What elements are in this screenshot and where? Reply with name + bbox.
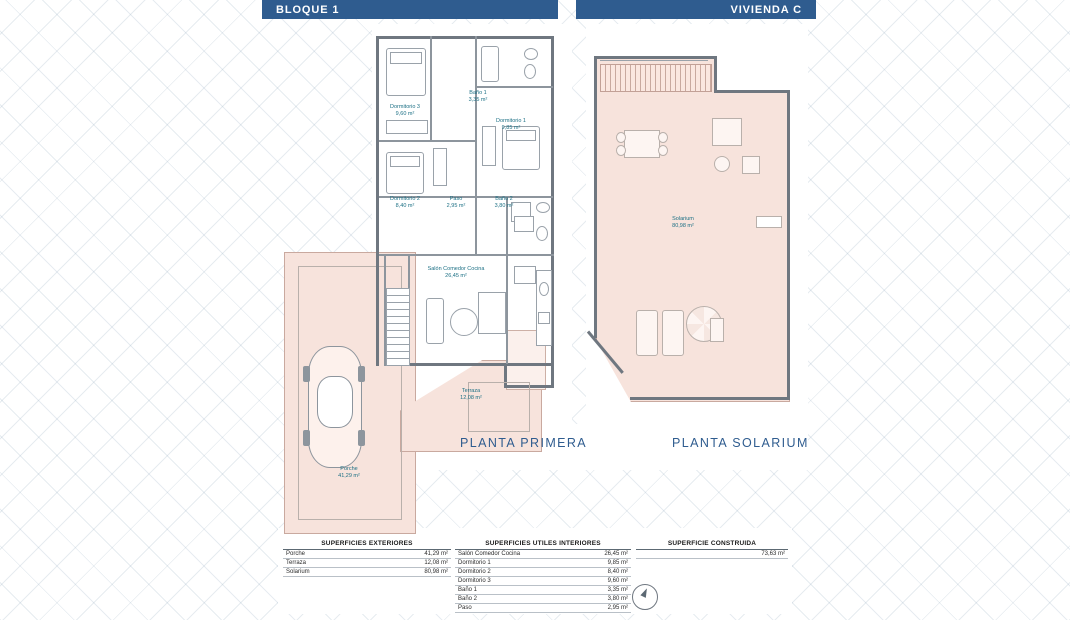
row-value: 80,98 m² xyxy=(367,568,451,577)
table-row xyxy=(455,577,631,586)
wall-top xyxy=(376,36,554,39)
pillow-dormitorio-3 xyxy=(390,52,422,64)
round-side-table xyxy=(714,156,730,172)
header-block-text: BLOQUE 1 xyxy=(276,3,340,16)
outdoor-chair-2 xyxy=(616,145,626,156)
row-name: Solarium xyxy=(283,568,367,577)
solarium-plan-title: PLANTA SOLARIUM xyxy=(672,436,809,450)
table-exteriores-body xyxy=(283,550,451,577)
wall-interior-h4 xyxy=(475,86,553,88)
row-name: Terraza xyxy=(283,559,367,568)
solarium-wall-top-conn xyxy=(714,56,717,93)
sun-lounger-2 xyxy=(662,310,684,356)
label-dormitorio-3-name: Dormitorio 3 xyxy=(390,104,420,110)
label-bano-1-name: Baño 1 xyxy=(469,90,487,96)
row-value: 3,80 m² xyxy=(578,595,631,604)
header-block-label xyxy=(262,0,558,19)
car-wheel-rl xyxy=(303,430,310,446)
sink-bano-2 xyxy=(536,202,550,213)
first-floor-plan-title: PLANTA PRIMERA xyxy=(460,436,588,450)
label-bano-2-area: 3,80 m² xyxy=(494,203,514,209)
storage-unit xyxy=(712,118,742,146)
car-wheel-rr xyxy=(358,430,365,446)
label-dormitorio-1 xyxy=(480,118,542,132)
label-dormitorio-3 xyxy=(374,104,436,118)
label-bano-2 xyxy=(478,196,530,210)
wall-bottom xyxy=(400,363,554,366)
label-terraza-area: 12,08 m² xyxy=(460,395,482,401)
row-name: Dormitorio 1 xyxy=(455,559,578,568)
table-exteriores xyxy=(283,540,451,577)
wall-cabinet xyxy=(756,216,782,228)
wall-interior-v1 xyxy=(430,36,432,140)
table-exteriores-title: SUPERFICIES EXTERIORES xyxy=(321,540,413,547)
row-value: 41,29 m² xyxy=(367,550,451,559)
pergola-structure xyxy=(600,64,712,92)
label-solarium xyxy=(648,216,718,230)
wardrobe-dormitorio-1 xyxy=(482,126,496,166)
table-row xyxy=(455,586,631,595)
toilet-bano-1 xyxy=(524,64,536,79)
row-name: Dormitorio 2 xyxy=(455,568,578,577)
wardrobe-dormitorio-3 xyxy=(386,120,428,134)
table-row xyxy=(455,550,631,559)
outdoor-dining-table xyxy=(624,130,660,158)
table-row xyxy=(283,568,451,577)
table-row xyxy=(283,559,451,568)
table-row xyxy=(455,595,631,604)
outdoor-chair-4 xyxy=(658,145,668,156)
row-value: 9,85 m² xyxy=(578,559,631,568)
table-interiores xyxy=(455,540,631,613)
label-dormitorio-2-area: 8,40 m² xyxy=(395,203,415,209)
label-paso-area: 2,95 m² xyxy=(446,203,466,209)
solarium-wall-top2 xyxy=(714,90,790,93)
solarium-plan xyxy=(586,30,812,430)
table-row xyxy=(283,550,451,559)
row-value: 73,63 m² xyxy=(662,550,788,559)
label-dormitorio-3-area: 9,60 m² xyxy=(395,111,415,117)
toilet-bano-2 xyxy=(536,226,548,241)
label-dormitorio-1-name: Dormitorio 1 xyxy=(496,118,526,124)
row-name: Porche xyxy=(283,550,367,559)
label-salon-name: Salón Comedor Cocina xyxy=(427,266,485,272)
table-row xyxy=(455,568,631,577)
kitchen-hob xyxy=(538,312,550,324)
car-wheel-fr xyxy=(358,366,365,382)
car-wheel-fl xyxy=(303,366,310,382)
label-porche-area: 41,29 m² xyxy=(338,473,360,479)
table-row xyxy=(455,559,631,568)
label-dormitorio-2 xyxy=(374,196,436,210)
row-value: 2,95 m² xyxy=(578,604,631,613)
label-paso xyxy=(430,196,482,210)
row-name: Baño 1 xyxy=(455,586,578,595)
label-porche xyxy=(318,466,380,480)
row-value: 3,35 m² xyxy=(578,586,631,595)
terrace-table-2 xyxy=(514,266,536,284)
wall-interior-v2 xyxy=(475,36,477,256)
staircase xyxy=(386,288,410,366)
label-dormitorio-1-area: 9,85 m² xyxy=(501,125,521,131)
label-terraza xyxy=(440,388,502,402)
row-value: 9,60 m² xyxy=(578,577,631,586)
sofa-living xyxy=(426,298,444,344)
table-construida-body xyxy=(636,550,788,559)
north-arrow-icon xyxy=(632,584,658,610)
sun-lounger-1 xyxy=(636,310,658,356)
row-name: Dormitorio 3 xyxy=(455,577,578,586)
label-salon-area: 26,45 m² xyxy=(445,273,467,279)
solarium-parapet-line xyxy=(600,60,708,61)
pillow-dormitorio-2 xyxy=(390,156,420,167)
coffee-table-living xyxy=(450,308,478,336)
table-construida xyxy=(636,540,788,559)
row-name xyxy=(636,550,662,559)
header-unit-text: VIVIENDA C xyxy=(730,3,802,16)
sink-bano-1 xyxy=(524,48,538,60)
car-roof xyxy=(317,376,353,428)
row-name: Baño 2 xyxy=(455,595,578,604)
solarium-wall-top xyxy=(594,56,716,59)
terrace-table xyxy=(514,216,534,232)
label-dormitorio-2-name: Dormitorio 2 xyxy=(390,196,420,202)
dining-table-living xyxy=(478,292,506,334)
row-value: 26,45 m² xyxy=(578,550,631,559)
label-paso-name: Paso xyxy=(449,196,463,202)
solarium-wall-bottom xyxy=(630,397,790,400)
table-interiores-body xyxy=(455,550,631,613)
solarium-area xyxy=(596,58,790,402)
outdoor-chair-1 xyxy=(616,132,626,143)
label-bano-1-area: 3,35 m² xyxy=(468,97,488,103)
table-construida-title: SUPERFICIE CONSTRUIDA xyxy=(667,540,757,547)
solarium-wall-right xyxy=(787,90,790,400)
table-row xyxy=(455,604,631,613)
wall-interior-h1 xyxy=(379,140,477,142)
label-terraza-name: Terraza xyxy=(461,388,481,394)
table-row xyxy=(636,550,788,559)
row-value: 8,40 m² xyxy=(578,568,631,577)
label-bano-2-name: Baño 2 xyxy=(495,196,513,202)
label-porche-name: Porche xyxy=(340,466,358,472)
small-square-table xyxy=(742,156,760,174)
outdoor-chair-3 xyxy=(658,132,668,143)
row-name: Salón Comedor Cocina xyxy=(455,550,578,559)
solarium-wall-left xyxy=(594,56,597,338)
row-value: 12,08 m² xyxy=(367,559,451,568)
wardrobe-dormitorio-2 xyxy=(433,148,447,186)
table-interiores-title: SUPERFICIES UTILES INTERIORES xyxy=(485,540,601,547)
wall-interior-h3 xyxy=(379,254,554,256)
bathtub-bano-1 xyxy=(481,46,499,82)
outdoor-bench xyxy=(710,318,724,342)
label-salon xyxy=(402,266,510,280)
kitchen-sink xyxy=(539,282,549,296)
label-solarium-name: Solarium xyxy=(672,216,694,222)
row-name: Paso xyxy=(455,604,578,613)
header-unit-label xyxy=(576,0,816,19)
label-bano-1 xyxy=(448,90,508,104)
label-solarium-area: 80,98 m² xyxy=(672,223,694,229)
